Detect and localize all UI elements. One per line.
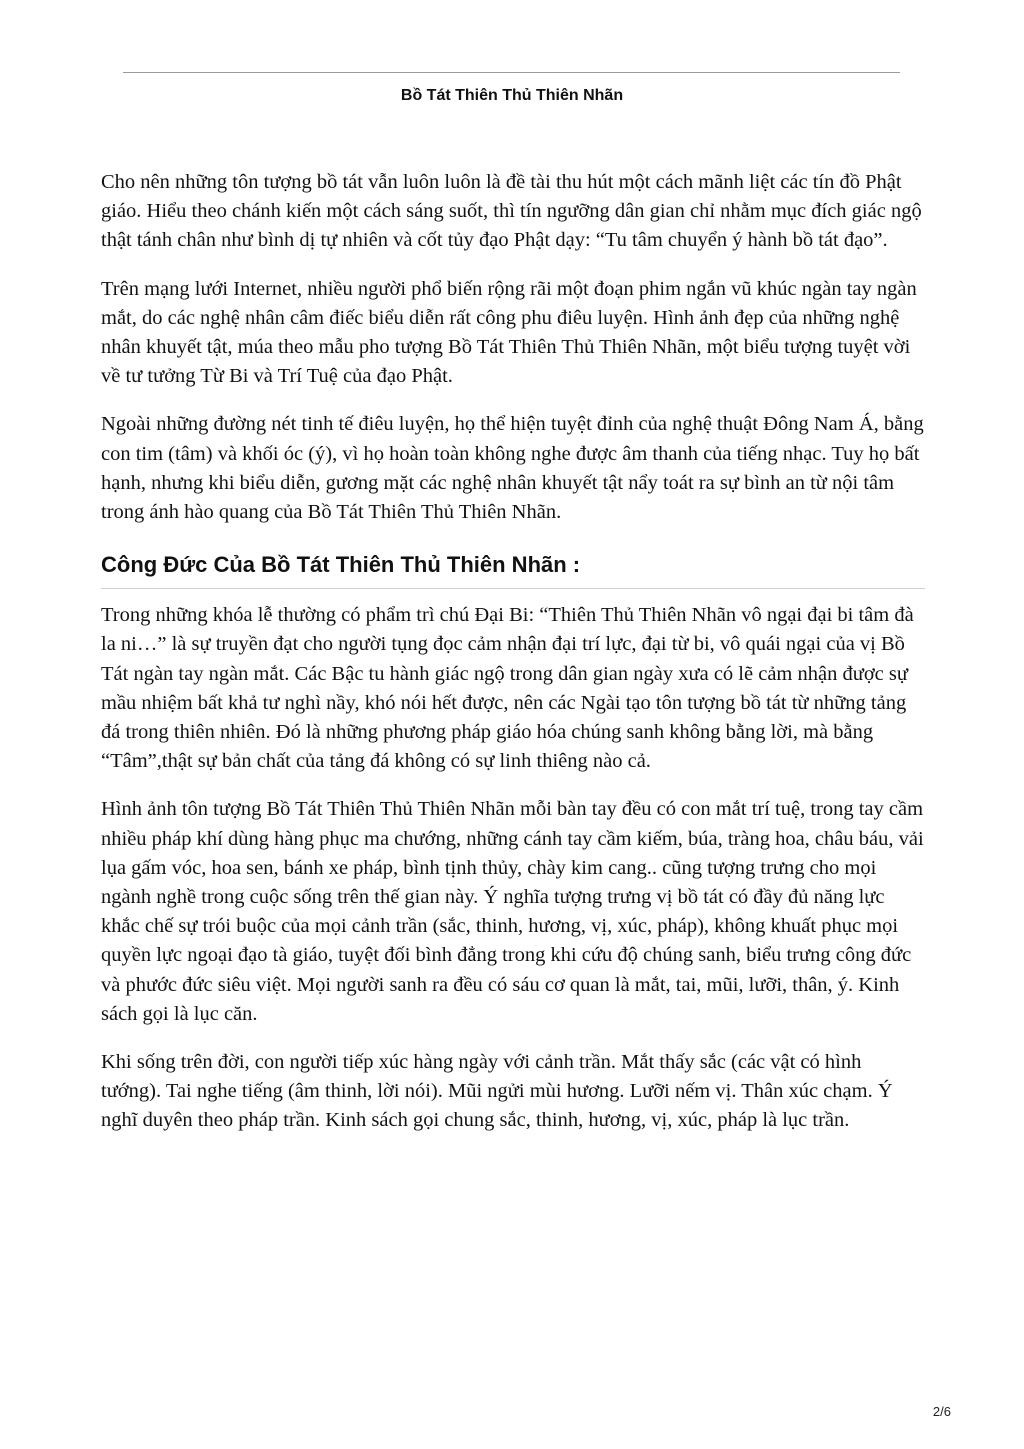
section-heading: Công Đức Của Bồ Tát Thiên Thủ Thiên Nhãn : <box>101 551 925 589</box>
paragraph: Hình ảnh tôn tượng Bồ Tát Thiên Thủ Thiên Nhãn mỗi bàn tay đều có con mắt trí tuệ, trong tay cầm nhiều pháp khí dùng hàng phục ma chướng, những cánh tay cầm kiếm, búa, tràng hoa, châu báu, vải lụa gấm vóc, hoa sen, bánh xe pháp, bình tịnh thủy, chày kim cang.. cũng tượng trưng cho mọi ngành nghề trong cuộc sống trên thế gian này. Ý nghĩa tượng trưng vị bồ tát có đầy đủ năng lực khắc chế sự trói buộc của mọi cảnh trần (sắc, thinh, hương, vị, xúc, pháp), không khuất phục mọi quyền lực ngoại đạo tà giáo, tuyệt đối bình đẳng trong khi cứu độ chúng sanh, biểu trưng công đức và phước đức siêu việt. Mọi người sanh ra đều có sáu cơ quan là mắt, tai, mũi, lưỡi, thân, ý. Kinh sách gọi là lục căn. <box>101 798 924 1025</box>
page-number: 2/6 <box>932 1404 951 1419</box>
paragraph: Ngoài những đường nét tinh tế điêu luyện, họ thể hiện tuyệt đỉnh của nghệ thuật Đông Nam Á, bằng con tim (tâm) và khối óc (ý), vì họ hoàn toàn không nghe được âm thanh của tiếng nhạc. Tuy họ bất hạnh, nhưng khi biểu diễn, gương mặt các nghệ nhân khuyết tật nẩy toát ra sự bình an từ nội tâm trong ánh hào quang của Bồ Tát Thiên Thủ Thiên Nhãn. <box>101 413 924 524</box>
page-header-title: Bồ Tát Thiên Thủ Thiên Nhãn <box>400 87 624 104</box>
paragraph: Cho nên những tôn tượng bồ tát vẫn luôn luôn là đề tài thu hút một cách mãnh liệt các tín đồ Phật giáo. Hiểu theo chánh kiến một cách sáng suốt, thì tín ngưỡng dân gian chỉ nhằm mục đích giác ngộ thật tánh chân như bình dị tự nhiên và cốt tủy đạo Phật dạy: “Tu tâm chuyển ý hành bồ tát đạo”. <box>101 171 922 252</box>
paragraph: Khi sống trên đời, con người tiếp xúc hàng ngày với cảnh trần. Mắt thấy sắc (các vật có hình tướng). Tai nghe tiếng (âm thinh, lời nói). Mũi ngửi mùi hương. Lưỡi nếm vị. Thân xúc chạm. Ý nghĩ duyên theo pháp trần. Kinh sách gọi chung sắc, thinh, hương, vị, xúc, pháp là lục trần. <box>101 1051 893 1132</box>
article-body <box>101 168 925 1155</box>
paragraph: Trên mạng lưới Internet, nhiều người phổ biến rộng rãi một đoạn phim ngắn vũ khúc ngàn tay ngàn mắt, do các nghệ nhân câm điếc biểu diễn rất công phu điêu luyện. Hình ảnh đẹp của những nghệ nhân khuyết tật, múa theo mẫu pho tượng Bồ Tát Thiên Thủ Thiên Nhãn, một biểu tượng tuyệt vời về tư tưởng Từ Bi và Trí Tuệ của đạo Phật. <box>101 277 917 388</box>
paragraph: Trong những khóa lễ thường có phẩm trì chú Đại Bi: “Thiên Thủ Thiên Nhãn vô ngại đại bi tâm đà la ni…” là sự truyền đạt cho người tụng đọc cảm nhận đại trí lực, đại từ bi, vô quái ngại của vị Bồ Tát ngàn tay ngàn mắt. Các Bậc tu hành giác ngộ trong dân gian ngày xưa có lẽ cảm nhận được sự mầu nhiệm bất khả tư nghì nầy, khó nói hết được, nên các Ngài tạo tôn tượng bồ tát từ những tảng đá trong thiên nhiên. Đó là những phương pháp giáo hóa chúng sanh không bằng lời, mà bằng “Tâm”,thật sự bản chất của tảng đá không có sự linh thiêng nào cả. <box>101 604 914 773</box>
header-divider <box>123 72 900 73</box>
